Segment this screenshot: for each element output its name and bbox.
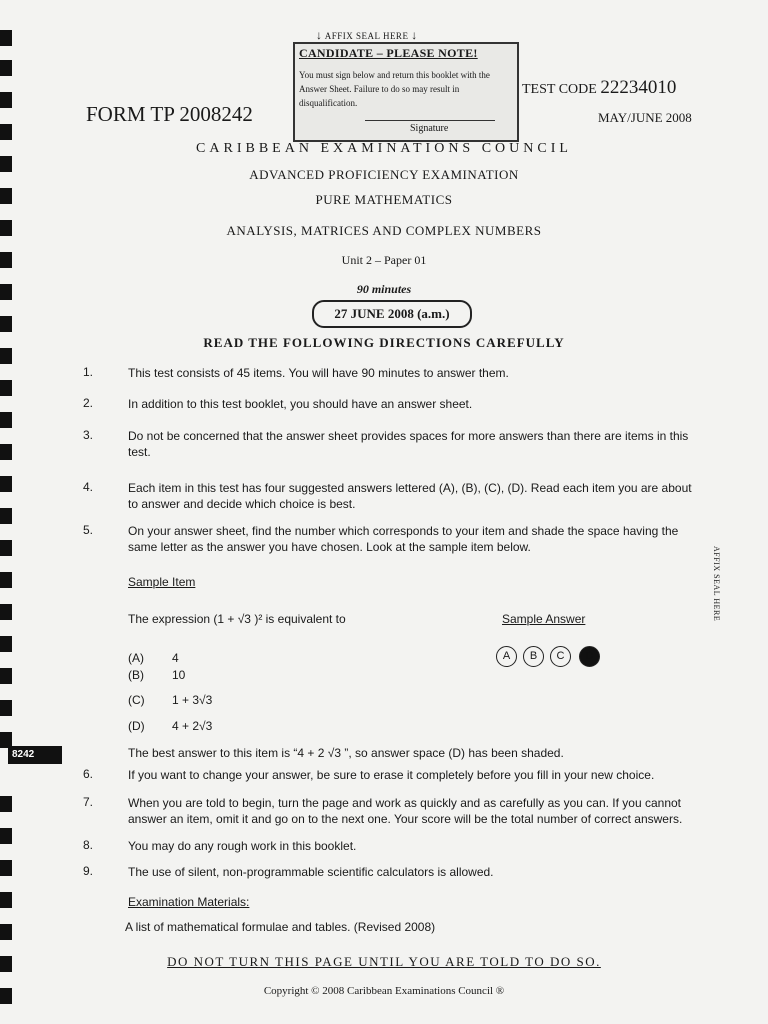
sample-explanation: The best answer to this item is “4 + 2 √3 ”, so answer space (D) has been shaded. — [128, 746, 564, 760]
answer-bubble-b[interactable]: B — [523, 646, 544, 667]
exam-title: ADVANCED PROFICIENCY EXAMINATION — [249, 167, 519, 182]
direction-text: If you want to change your answer, be sure to erase it completely before you fill in your new choice. — [128, 768, 655, 782]
direction-number: 7. — [83, 795, 94, 809]
direction-text: This test consists of 45 items. You will have 90 minutes to answer them. — [128, 366, 509, 380]
paper-title: ANALYSIS, MATRICES AND COMPLEX NUMBERS — [226, 223, 542, 238]
council-title: CARIBBEAN EXAMINATIONS COUNCIL — [196, 141, 572, 156]
side-tag: 8242 — [8, 746, 62, 764]
direction-text: Do not be concerned that the answer sheet provides spaces for more answers than there are items in this test. — [128, 429, 689, 459]
answer-bubble-d-shaded[interactable]: D — [579, 646, 600, 667]
direction-text: You may do any rough work in this booklet. — [128, 839, 357, 853]
duration: 90 minutes — [356, 282, 412, 296]
option-label: (D) — [128, 719, 145, 733]
exam-session: MAY/JUNE 2008 — [598, 110, 692, 125]
side-affix-seal-label: AFFIX SEAL HERE — [712, 546, 721, 622]
sample-item-heading: Sample Item — [128, 575, 196, 589]
affix-seal-label — [316, 28, 418, 43]
option-value: 4 + 2√3 — [172, 719, 213, 733]
test-code-value: 22234010 — [600, 77, 677, 98]
direction-number: 6. — [83, 767, 94, 781]
do-not-turn-warning: DO NOT TURN THIS PAGE UNTIL YOU ARE TOLD TO DO SO. — [167, 954, 601, 969]
sample-answer-heading: Sample Answer — [502, 612, 586, 626]
option-label: (B) — [128, 668, 144, 682]
direction-number: 8. — [83, 838, 94, 852]
candidate-notice-box — [293, 42, 519, 142]
arrow-down-icon: ↓ — [411, 28, 418, 42]
option-value: 1 + 3√3 — [172, 693, 213, 707]
answer-bubble-c[interactable]: C — [550, 646, 571, 667]
answer-bubble-a[interactable]: A — [496, 646, 517, 667]
notice-title: CANDIDATE – PLEASE NOTE! — [299, 46, 478, 60]
affix-seal-text: AFFIX SEAL HERE — [324, 31, 409, 41]
direction-text: The use of silent, non-programmable scientific calculators is allowed. — [128, 865, 494, 879]
direction-text: On your answer sheet, find the number which corresponds to your item and shade the space having the same letter as the answer you have chosen. Look at the sample item below. — [128, 524, 679, 554]
signature-line[interactable] — [365, 120, 495, 121]
direction-text: Each item in this test has four suggested answers lettered (A), (B), (C), (D). Read each item you are about to answer and decide which choice is best. — [128, 481, 692, 511]
direction-number: 2. — [83, 396, 94, 410]
direction-text: In addition to this test booklet, you should have an answer sheet. — [128, 397, 473, 411]
copyright: Copyright © 2008 Caribbean Examinations Council ® — [263, 985, 505, 997]
arrow-down-icon: ↓ — [316, 28, 323, 42]
sample-question: The expression (1 + √3 )² is equivalent to — [128, 612, 346, 626]
direction-text: When you are told to begin, turn the page and work as quickly and as carefully as you can. If you cannot answer an item, omit it and go on to the next one. Your score will be the total number of correct answers. — [128, 796, 683, 826]
subject-title: PURE MATHEMATICS — [315, 192, 453, 207]
signature-label: Signature — [410, 123, 449, 134]
test-code-label: TEST CODE — [522, 82, 597, 97]
option-value: 4 — [172, 651, 179, 665]
exam-date: 27 JUNE 2008 (a.m.) — [312, 300, 472, 328]
direction-number: 5. — [83, 523, 94, 537]
materials-text: A list of mathematical formulae and tables. (Revised 2008) — [125, 920, 436, 934]
materials-heading: Examination Materials: — [128, 895, 250, 909]
notice-body: You must sign below and return this booklet with the Answer Sheet. Failure to do so may result in disqualification. — [299, 70, 490, 108]
option-label: (C) — [128, 693, 145, 707]
test-code — [522, 77, 676, 99]
direction-number: 9. — [83, 864, 94, 878]
unit-title: Unit 2 – Paper 01 — [341, 253, 427, 267]
form-number: FORM TP 2008242 — [86, 102, 253, 126]
option-label: (A) — [128, 651, 144, 665]
directions-heading: READ THE FOLLOWING DIRECTIONS CAREFULLY — [203, 335, 565, 350]
option-value: 10 — [172, 668, 186, 682]
direction-number: 3. — [83, 428, 94, 442]
direction-number: 1. — [83, 365, 94, 379]
direction-number: 4. — [83, 480, 94, 494]
